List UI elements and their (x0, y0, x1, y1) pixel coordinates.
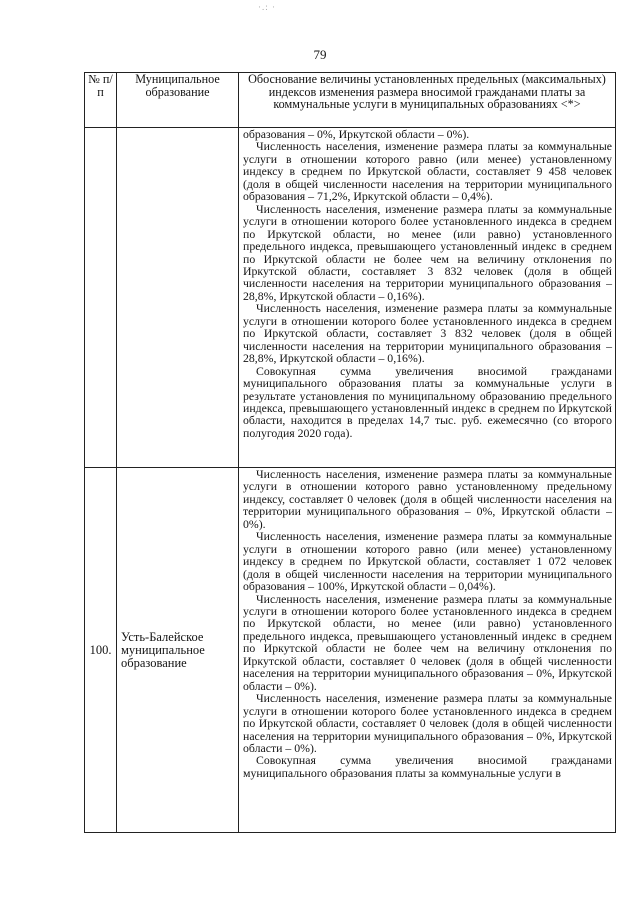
paragraph: Численность населения, изменение размера платы за коммунальные услуги в отношении которого равно установленному предельному индексу, составляет 0 человек (доля в общей численности населения на территории муниципального образования – 0%, Иркутской области – 0%). (243, 467, 612, 531)
paragraph: Совокупная сумма увеличения вносимой гражданами муниципального образования платы за коммунальные услуги в (243, 753, 612, 780)
paragraph: Численность населения, изменение размера платы за коммунальные услуги в отношении которого равно (или менее) установленному индексу в среднем по Иркутской области, составляет 9 458 человек (доля в общей численности населения на территории муниципального образования – 71,2%, Иркутской области – 0,4%). (243, 139, 612, 204)
page-number: 79 (313, 47, 327, 62)
justification-text (239, 128, 615, 439)
row-number: 100. (85, 468, 117, 833)
justification-text (239, 468, 615, 779)
table-row (85, 128, 616, 468)
municipality-name (117, 128, 239, 468)
paragraph: образования – 0%, Иркутской области – 0%). (243, 127, 470, 141)
paragraph: Численность населения, изменение размера платы за коммунальные услуги в отношении которого более установленного индекса в среднем по Иркутской области, составляет 3 832 человек (доля в общей численности населения на территории муниципального образования – 28,8%, Иркутской области – 0,16%). (243, 301, 612, 366)
justification-table (84, 72, 616, 833)
paragraph: Численность населения, изменение размера платы за коммунальные услуги в отношении которого более установленного индекса в среднем по Иркутской области, но менее (или равно) установленного предельного индекса, превышающего установленный индекс в среднем по Иркутской области не более чем на величину отклонения по Иркутской области, составляет 3 832 человек (доля в общей численности населения на территории муниципального образования – 28,8%, Иркутской области – 0,16%). (243, 201, 612, 303)
paragraph: Совокупная сумма увеличения вносимой гражданами муниципального образования платы за коммунальные услуги в результате установления по муниципальному образованию предельного индекса, превышающего установленный индекс в среднем по Иркутской области, находится в пределах 14,7 тыс. руб. ежемесячно (со второго полугодия 2020 года). (243, 363, 612, 440)
paragraph: Численность населения, изменение размера платы за коммунальные услуги в отношении которого равно (или менее) установленному индексу в среднем по Иркутской области, составляет 1 072 человек (доля в общей численности населения на территории муниципального образования – 100%, Иркутской области – 0,04%). (243, 529, 612, 594)
paragraph: Численность населения, изменение размера платы за коммунальные услуги в отношении которого более установленного индекса в среднем по Иркутской области, составляет 0 человек (доля в общей численности населения на территории муниципального образования – 0%, Иркутской области – 0%). (243, 691, 612, 755)
justification-cell (239, 128, 616, 468)
table-row (85, 468, 616, 833)
header-number: № п/п (85, 73, 117, 128)
paragraph: Численность населения, изменение размера платы за коммунальные услуги в отношении которого более установленного индекса в среднем по Иркутской области, но менее (или равно) установленного предельного индекса, превышающего установленный индекс в среднем по Иркутской области не более чем на величину отклонения по Иркутской области, составляет 0 человек (доля в общей численности населения на территории муниципального образования – 0%, Иркутской области – 0%). (243, 591, 612, 693)
header-justification: Обоснование величины установленных предельных (максимальных) индексов изменения размера вносимой гражданами платы за коммунальные услуги в муниципальных образованиях <*> (239, 73, 616, 128)
scan-mark: ·.: · (258, 2, 276, 12)
table-header-row (85, 73, 616, 128)
row-number (85, 128, 117, 468)
header-municipality: Муниципальное образование (117, 73, 239, 128)
municipality-name: Усть-Балейское муниципальное образование (117, 468, 239, 833)
justification-cell (239, 468, 616, 833)
